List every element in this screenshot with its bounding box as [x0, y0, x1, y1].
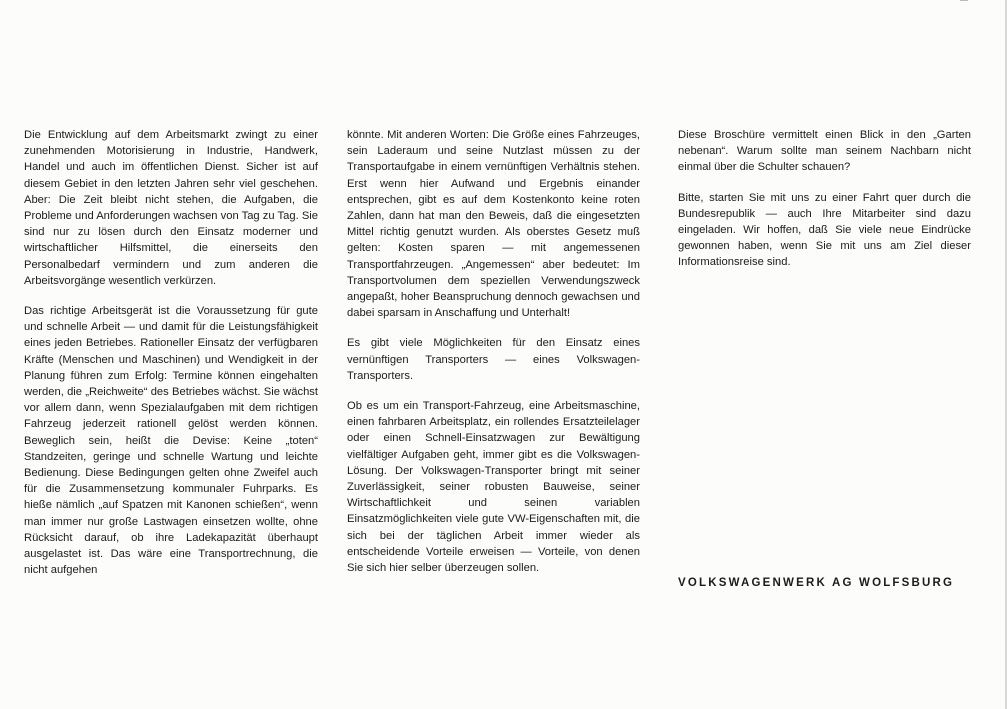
text-column-2: [347, 127, 640, 590]
paragraph: Die Entwicklung auf dem Arbeitsmarkt zwingt zu einer zunehmenden Motorisierung in Industrie, Handwerk, Handel und auch im öffentlichen Dienst. Sicher ist auf diesem Gebiet in den letzten Jahren sehr viel geschehen. Aber: Die Zeit bleibt nicht stehen, die Aufgaben, die Probleme und Anforderungen wachsen von Tag zu Tag. Sie sind nur zu lösen durch den Einsatz moderner und wirtschaftlicher Hilfsmittel, die einerseits den Personalbedarf vermindern und zum anderen die Arbeitsvorgänge wesentlich verkürzen.: [24, 129, 318, 287]
paragraph: könnte. Mit anderen Worten: Die Größe eines Fahrzeuges, sein Laderaum und seine Nutzlast müssen zu der Transportaufgabe in einem vernünftigen Verhältnis stehen. Erst wenn hier Aufwand und Ergebnis einander entsprechen, gibt es auf dem Kostenkonto keine roten Zahlen, dann hat man den Beweis, daß die eingesetzten Mittel richtig genutzt wurden. Als oberstes Gesetz muß gelten: Kosten sparen — mit angemessenen Transportfahrzeugen. „Angemessen“ aber bedeutet: Im Transportvolumen dem speziellen Verwendungszweck angepaßt, hoher Beanspruchung dennoch gewachsen und dabei sparsam in Anschaffung und Unterhalt!: [347, 129, 640, 320]
paragraph: Bitte, starten Sie mit uns zu einer Fahrt quer durch die Bundesrepublik — auch Ihre Mitarbeiter sind dazu eingeladen. Wir hoffen, daß Sie viele neue Eindrücke gewonnen haben, wenn Sie mit uns am Ziel dieser Informationsreise sind.: [678, 191, 971, 269]
paragraph: Diese Broschüre vermittelt einen Blick in den „Garten nebenan“. Warum sollte man seinem Nachbarn nicht einmal über die Schulter schauen?: [678, 129, 971, 174]
corner-crop-mark: [960, 0, 968, 1]
paragraph: Das richtige Arbeitsgerät ist die Voraussetzung für gute und schnelle Arbeit — und damit für die Leistungsfähigkeit eines jeden Betriebes. Rationeller Einsatz der verfügbaren Kräfte (Menschen und Maschinen) und Wendigkeit in der Planung führen zum Erfolg: Termine können eingehalten werden, die „Reichweite“ des Betriebes wächst. Sie wächst vor allem dann, wenn Spezialaufgaben mit dem richtigen Fahrzeug jederzeit rationell gelöst werden können. Beweglich sein, heißt die Devise: Keine „toten“ Standzeiten, geringe und schnelle Wartung und leichte Bedienung. Diese Bedingungen gelten ohne Zweifel auch für die Zusammensetzung kommunaler Fuhrparks. Es hieße nämlich „auf Spatzen mit Kanonen schießen“, wenn man immer nur große Lastwagen einsetzen wollte, ohne Rücksicht darauf, ob ihre Ladekapazität überhaupt ausgelastet ist. Das wäre eine Transportrechnung, die nicht aufgehen: [24, 305, 318, 577]
company-signature: VOLKSWAGENWERK AG WOLFSBURG: [678, 577, 955, 589]
text-column-1: [24, 127, 318, 592]
text-column-3: [678, 127, 971, 285]
paragraph: Es gibt viele Möglichkeiten für den Einsatz eines vernünftigen Transporters — eines Volkswagen-Transporters.: [347, 337, 640, 382]
paragraph: Ob es um ein Transport-Fahrzeug, eine Arbeitsmaschine, einen fahrbaren Arbeitsplatz, ein rollendes Ersatzteilelager oder einen Schnell-Einsatzwagen zur Bewältigung vielfältiger Aufgaben geht, immer gibt es die Volkswagen-Lösung. Der Volkswagen-Transporter bringt mit seiner Zuverlässigkeit, seiner robusten Bauweise, seiner Wirtschaftlichkeit und seinen variablen Einsatzmöglichkeiten viele gute VW-Eigenschaften mit, die sich bei der täglichen Arbeit immer wieder als entscheidende Vorteile erweisen — Vorteile, von denen Sie sich hier selber überzeugen sollen.: [347, 400, 640, 575]
